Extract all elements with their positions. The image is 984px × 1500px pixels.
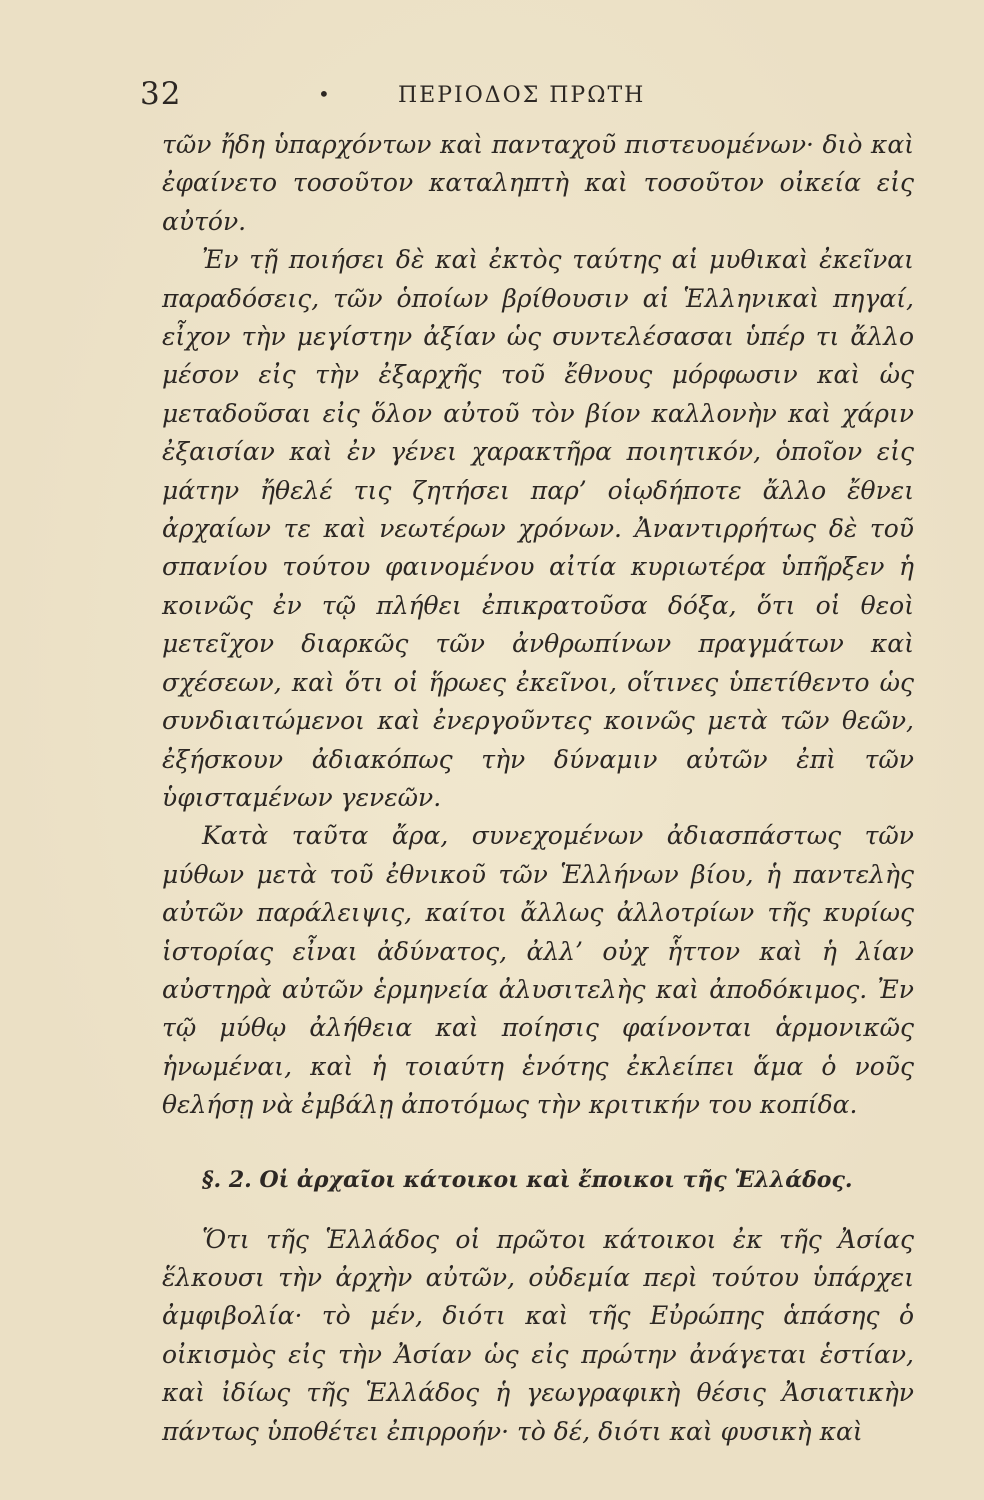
header-separator: • [318, 82, 330, 106]
paragraph-poetry: Ἐν τῇ ποιήσει δὲ καὶ ἐκτὸς ταύτης αἱ μυθικαὶ ἐκεῖναι παραδόσεις, τῶν ὁποίων βρίθουσιν αἱ Ἑλληνικαὶ πηγαί, εἶχον τὴν μεγίστην ἀξίαν ὡς συντελέσασαι ὑπέρ τι ἄλλο μέσον εἰς τὴν ἐξαρχῆς τοῦ ἔθνους μόρφωσιν καὶ ὡς μεταδοῦσαι εἰς ὅλον αὐτοῦ τὸν βίον καλλονὴν καὶ χάριν ἐξαισίαν καὶ ἐν γένει χαρακτῆρα ποιητικόν, ὁποῖον εἰς μάτην ἤθελέ τις ζητήσει παρ’ οἱῳδήποτε ἄλλο ἔθνει ἀρχαίων τε καὶ νεωτέρων χρόνων. Ἀναντιρρήτως δὲ τοῦ σπανίου τούτου φαινομένου αἰτία κυριωτέρα ὑπῆρξεν ἡ κοινῶς ἐν τῷ πλήθει ἐπικρατοῦσα δόξα, ὅτι οἱ θεοὶ μετεῖχον διαρκῶς τῶν ἀνθρωπίνων πραγμάτων καὶ σχέσεων, καὶ ὅτι οἱ ἥρωες ἐκεῖνοι, οἵτινες ὑπετίθεντο ὡς συνδιαιτώμενοι καὶ ἐνεργοῦντες κοινῶς μετὰ τῶν θεῶν, ἐξήσκουν ἀδιακόπως τὴν δύναμιν αὐτῶν ἐπὶ τῶν ὑφισταμένων γενεῶν. [162, 245, 914, 812]
page-header [140, 72, 910, 116]
page-number: 32 [140, 76, 182, 112]
section-heading: §. 2. Οἱ ἀρχαῖοι κάτοικοι καὶ ἔποικοι τῆς Ἑλλάδος. [202, 1166, 853, 1193]
paragraph-inhabitants: Ὅτι τῆς Ἑλλάδος οἱ πρῶτοι κάτοικοι ἐκ τῆς Ἀσίας ἕλκουσι τὴν ἀρχὴν αὐτῶν, οὐδεμία περὶ τούτου ὑπάρχει ἀμφιβολία· τὸ μέν, διότι καὶ τῆς Εὐρώπης ἁπάσης ὁ οἰκισμὸς εἰς τὴν Ἀσίαν ὡς εἰς πρώτην ἀνάγεται ἑστίαν, καὶ ἰδίως τῆς Ἑλλάδος ἡ γεωγραφικὴ θέσις Ἀσιατικὴν πάντως ὑποθέτει ἐπιρροήν· τὸ δέ, διότι καὶ φυσικὴ καὶ [162, 1224, 914, 1446]
running-head: ΠΕΡΙΟΔΟΣ ΠΡΩΤΗ [398, 83, 646, 108]
page-body [162, 126, 914, 1451]
paragraph-myths: Κατὰ ταῦτα ἄρα, συνεχομένων ἀδιασπάστως τῶν μύθων μετὰ τοῦ ἐθνικοῦ τῶν Ἑλλήνων βίου, ἡ παντελὴς αὐτῶν παράλειψις, καίτοι ἄλλως ἀλλοτρίων τῆς κυρίως ἱστορίας εἶναι ἀδύνατος, ἀλλ’ οὐχ ἧττον καὶ ἡ λίαν αὐστηρὰ αὐτῶν ἑρμηνεία ἀλυσιτελὴς καὶ ἀποδόκιμος. Ἐν τῷ μύθῳ ἀλήθεια καὶ ποίησις φαίνονται ἁρμονικῶς ἡνωμέναι, καὶ ἡ τοιαύτη ἑνότης ἐκλείπει ἅμα ὁ νοῦς θελήσῃ νὰ ἐμβάλῃ ἀποτόμως τὴν κριτικήν του κοπίδα. [162, 821, 914, 1120]
paragraph-continuation: τῶν ἤδη ὑπαρχόντων καὶ πανταχοῦ πιστευομένων· διὸ καὶ ἐφαίνετο τοσοῦτον καταληπτὴ καὶ τοσοῦτον οἰκεία εἰς αὐτόν. [162, 130, 914, 236]
